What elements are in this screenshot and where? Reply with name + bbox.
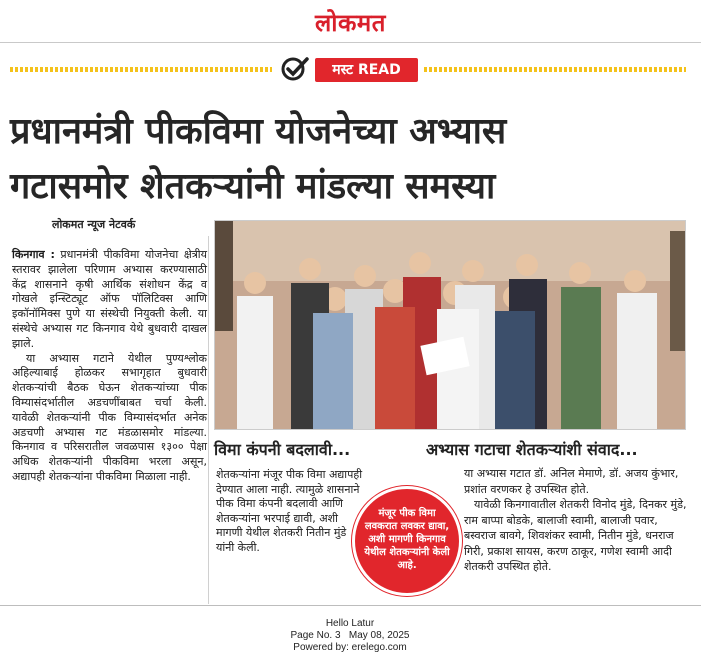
check-circle-icon (280, 56, 310, 82)
body-paragraph-1: प्रधानमंत्री पीकविमा योजनेचा क्षेत्रीय स्तरावर झालेला परिणाम अभ्यास करण्यासाठी केंद्र शासनाने कृषी आर्थिक संशोधन केंद्र व गोखले इन्स्टिट्यूट ऑफ पॉलिटिक्स आणि इकॉनॉमिक्स पुणे या संस्थेची नियुक्ती केली. या संस्थेचे अभ्यास गट किनगाव येथे बुधवारी दाखल झाले. (12, 248, 208, 350)
article-body-column-1 (12, 248, 207, 485)
newspaper-logo: लोकमत (315, 9, 386, 37)
article-body-column-3 (464, 466, 688, 575)
dateline: किनगाव : (12, 248, 55, 261)
group-photo-illustration (215, 221, 686, 430)
pull-quote-circle: मंजूर पीक विमा लवकरात लवकर द्यावा, अशी मागणी किनगाव येथील शेतकऱ्यांनी केली आहे. (352, 486, 462, 596)
headline-line-1: प्रधानमंत्री पीकविमा योजनेच्या अभ्यास (10, 111, 507, 152)
article-headline (10, 104, 694, 214)
must-read-badge: मस्ट READ (315, 58, 418, 82)
body-paragraph-4: यावेळी किनगावातील शेतकरी विनोद मुंडे, दिनकर मुंडे, राम बाप्पा बोडके, बालाजी स्वामी, बालाजी पवार, बस्वराज बावगे, शिवशंकर स्वामी, नितीन मुंडे, धनराज गिरी, प्रकाश सायस, करण ठाकूर, गणेश स्वामी आदी शेतकरी उपस्थित होते. (464, 498, 687, 573)
powered-by: Powered by: erelego.com (293, 642, 407, 653)
masthead-divider (0, 42, 701, 43)
footer-divider (0, 605, 701, 606)
edition-name: Hello Latur (325, 618, 375, 629)
byline: लोकमत न्यूज नेटवर्क (52, 218, 136, 231)
article-photo (214, 220, 686, 430)
publish-date: May 08, 2025 (348, 630, 410, 641)
column-divider (208, 236, 209, 604)
subhead-insurance-company: विमा कंपनी बदलावी... (214, 440, 351, 459)
headline-line-2: गटासमोर शेतकऱ्यांनी मांडल्या समस्या (10, 166, 496, 207)
body-paragraph-3: या अभ्यास गटात डॉ. अनिल मेमाणे, डॉ. अजय कुंभार, प्रशांत वरणकर हे उपस्थित होते. (464, 467, 679, 496)
banner-stripe-left (10, 67, 272, 72)
subhead-study-group: अभ्यास गटाचा शेतकऱ्यांशी संवाद... (426, 440, 638, 459)
page-number: Page No. 3 (290, 630, 341, 641)
banner-stripe-right (424, 67, 686, 72)
article-body-column-2: शेतकऱ्यांना मंजूर पीक विमा अद्यापही देण्यात आला नाही. त्यामुळे शासनाने पीक विमा कंपनी बदलावी आणि शेतकऱ्यांना भरपाई द्यावी, अशी मागणी येथील शेतकरी नितीन मुंडे यांनी केली. (216, 468, 363, 554)
page-footer (250, 618, 450, 654)
must-read-banner (0, 56, 701, 82)
page-info (250, 630, 450, 642)
body-paragraph-2: या अभ्यास गटाने येथील पुण्यश्लोक अहिल्याबाई होळकर सभागृहात बुधवारी शेतकऱ्यांची बैठक घेऊन शेतकऱ्यांच्या पीक विम्यासंदर्भातील अडचणींबाबत चर्चा केली. यावेळी शेतकऱ्यांनी पीक विम्यासंदर्भात अनेक अडचणी अभ्यास गट मंडळासमोर मांडल्या. किनगाव व परिसरातील जवळपास १३०० पेक्षा अधिक शेतकऱ्यांनी पीकविमा भरला असून, अद्यापही शेतकऱ्यांना पीकविमा मिळाला नाही. (12, 351, 207, 483)
